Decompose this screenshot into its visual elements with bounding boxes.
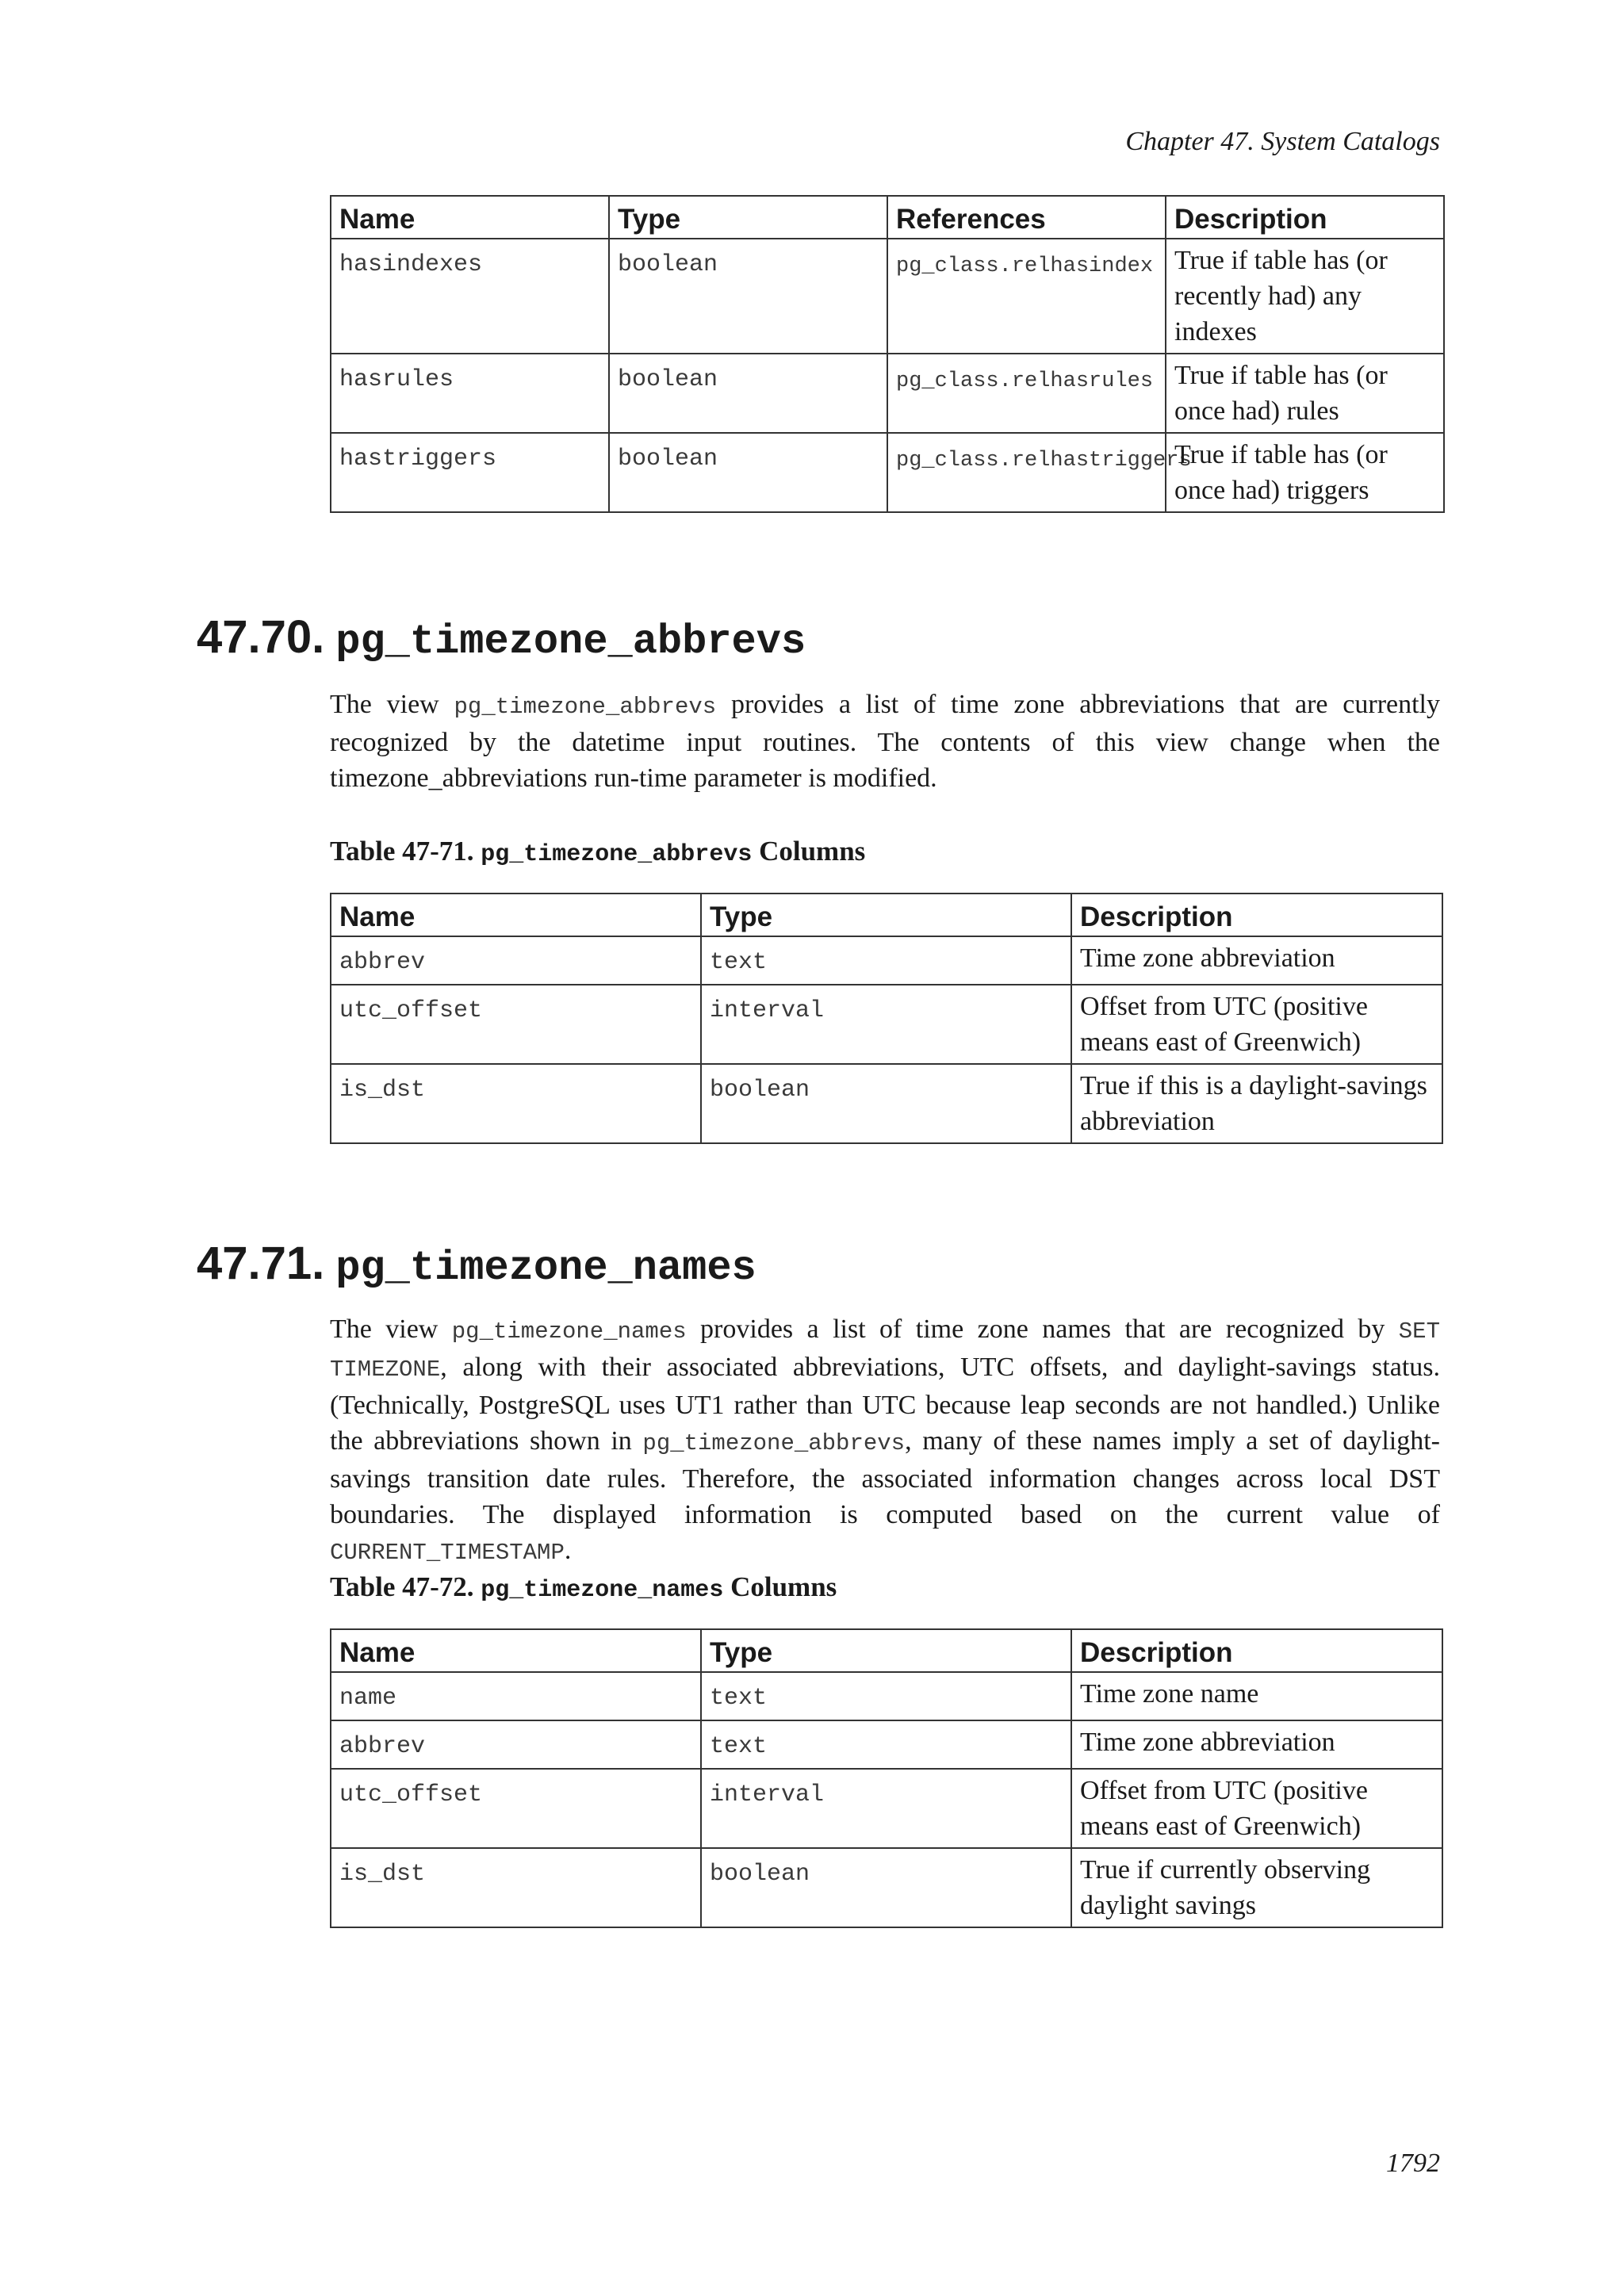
column-header-type: Type [701, 1629, 1071, 1672]
paragraph-text: , along with their associated abbreviations, UTC offsets, and daylight-savings status. (Technically, PostgreSQL uses UT1 rather than UTC because leap seconds are not handled.) Unlike the abbreviations shown in [330, 1353, 1440, 1456]
cell-description: True if table has (or once had) rules [1166, 354, 1444, 433]
cell-name: hastriggers [331, 433, 609, 512]
column-header-description: Description [1166, 196, 1444, 239]
table-title [330, 1571, 837, 1604]
cell-type: boolean [701, 1848, 1071, 1927]
cell-type: boolean [701, 1064, 1071, 1143]
table-row [331, 354, 1444, 433]
table-title-suffix: Columns [723, 1571, 837, 1602]
table-header-row [331, 894, 1442, 936]
section-title: pg_timezone_names [335, 1245, 756, 1292]
table-title [330, 836, 865, 868]
inline-code: CURRENT_TIMESTAMP [330, 1540, 565, 1566]
section-title: pg_timezone_abbrevs [335, 618, 806, 665]
cell-references: pg_class.relhasrules [887, 354, 1166, 433]
table-title-code: pg_timezone_abbrevs [481, 841, 753, 868]
running-header: Chapter 47. System Catalogs [1125, 127, 1440, 156]
section-intro-paragraph [330, 1311, 1440, 1571]
page-number: 1792 [1386, 2149, 1440, 2178]
cell-type: text [701, 936, 1071, 985]
inline-code: pg_timezone_names [451, 1318, 687, 1345]
table-row [331, 1720, 1442, 1769]
cell-description: Offset from UTC (positive means east of Greenwich) [1071, 1769, 1442, 1848]
section-heading-timezone-names [197, 1237, 756, 1292]
column-header-name: Name [331, 1629, 701, 1672]
paragraph-text: provides a list of time zone names that are recognized by [686, 1314, 1399, 1344]
cell-description: Time zone name [1071, 1672, 1442, 1720]
cell-description: True if currently observing daylight savings [1071, 1848, 1442, 1927]
table-row [331, 936, 1442, 985]
paragraph-text: The view [330, 690, 454, 719]
column-header-type: Type [609, 196, 887, 239]
cell-name: abbrev [331, 936, 701, 985]
inline-code: pg_timezone_abbrevs [642, 1430, 906, 1456]
cell-name: hasrules [331, 354, 609, 433]
paragraph-text: The view [330, 1314, 452, 1344]
cell-description: True if table has (or once had) triggers [1166, 433, 1444, 512]
cell-type: boolean [609, 354, 887, 433]
table-timezone-abbrevs-columns [330, 893, 1443, 1144]
section-number: 47.71. [197, 1238, 325, 1289]
cell-description: Time zone abbreviation [1071, 936, 1442, 985]
section-number: 47.70. [197, 611, 325, 663]
inline-code: SET TIMEZONE [330, 1318, 1440, 1383]
table-row [331, 1064, 1442, 1143]
table-title-code: pg_timezone_names [481, 1577, 724, 1604]
cell-type: text [701, 1720, 1071, 1769]
cell-name: hasindexes [331, 239, 609, 354]
table-row [331, 985, 1442, 1064]
column-header-type: Type [701, 894, 1071, 936]
table-row [331, 1769, 1442, 1848]
table-row [331, 1848, 1442, 1927]
cell-description: True if table has (or recently had) any indexes [1166, 239, 1444, 354]
column-header-name: Name [331, 894, 701, 936]
cell-type: interval [701, 1769, 1071, 1848]
cell-name: utc_offset [331, 985, 701, 1064]
table-row [331, 239, 1444, 354]
cell-name: is_dst [331, 1848, 701, 1927]
paragraph-text: . [564, 1536, 572, 1565]
section-intro-paragraph [330, 687, 1440, 796]
table-header-row [331, 1629, 1442, 1672]
table-title-prefix: Table 47-72. [330, 1571, 481, 1602]
column-header-description: Description [1071, 1629, 1442, 1672]
cell-references: pg_class.relhastriggers [887, 433, 1166, 512]
table-previous-columns [330, 195, 1445, 513]
column-header-references: References [887, 196, 1166, 239]
paragraph-text: , many of these names imply a set of daylight-savings transition date rules. Therefore, the associated information changes across local DST boundaries. The displayed information is computed based on the current value of [330, 1426, 1440, 1529]
table-header-row [331, 196, 1444, 239]
cell-references: pg_class.relhasindex [887, 239, 1166, 354]
cell-type: boolean [609, 239, 887, 354]
cell-type: boolean [609, 433, 887, 512]
paragraph-text: provides a list of time zone abbreviations that are currently recognized by the datetime input routines. The contents of this view change when the timezone_abbreviations run-time parameter is modified. [330, 690, 1441, 793]
table-row [331, 433, 1444, 512]
table-title-suffix: Columns [752, 836, 866, 867]
cell-name: utc_offset [331, 1769, 701, 1848]
table-row [331, 1672, 1442, 1720]
cell-description: Time zone abbreviation [1071, 1720, 1442, 1769]
cell-name: abbrev [331, 1720, 701, 1769]
cell-description: Offset from UTC (positive means east of Greenwich) [1071, 985, 1442, 1064]
cell-type: text [701, 1672, 1071, 1720]
section-heading-timezone-abbrevs [197, 610, 806, 665]
cell-description: True if this is a daylight-savings abbreviation [1071, 1064, 1442, 1143]
table-timezone-names-columns [330, 1628, 1443, 1928]
cell-name: is_dst [331, 1064, 701, 1143]
column-header-description: Description [1071, 894, 1442, 936]
cell-name: name [331, 1672, 701, 1720]
column-header-name: Name [331, 196, 609, 239]
inline-code: pg_timezone_abbrevs [454, 694, 717, 720]
cell-type: interval [701, 985, 1071, 1064]
table-title-prefix: Table 47-71. [330, 836, 481, 867]
